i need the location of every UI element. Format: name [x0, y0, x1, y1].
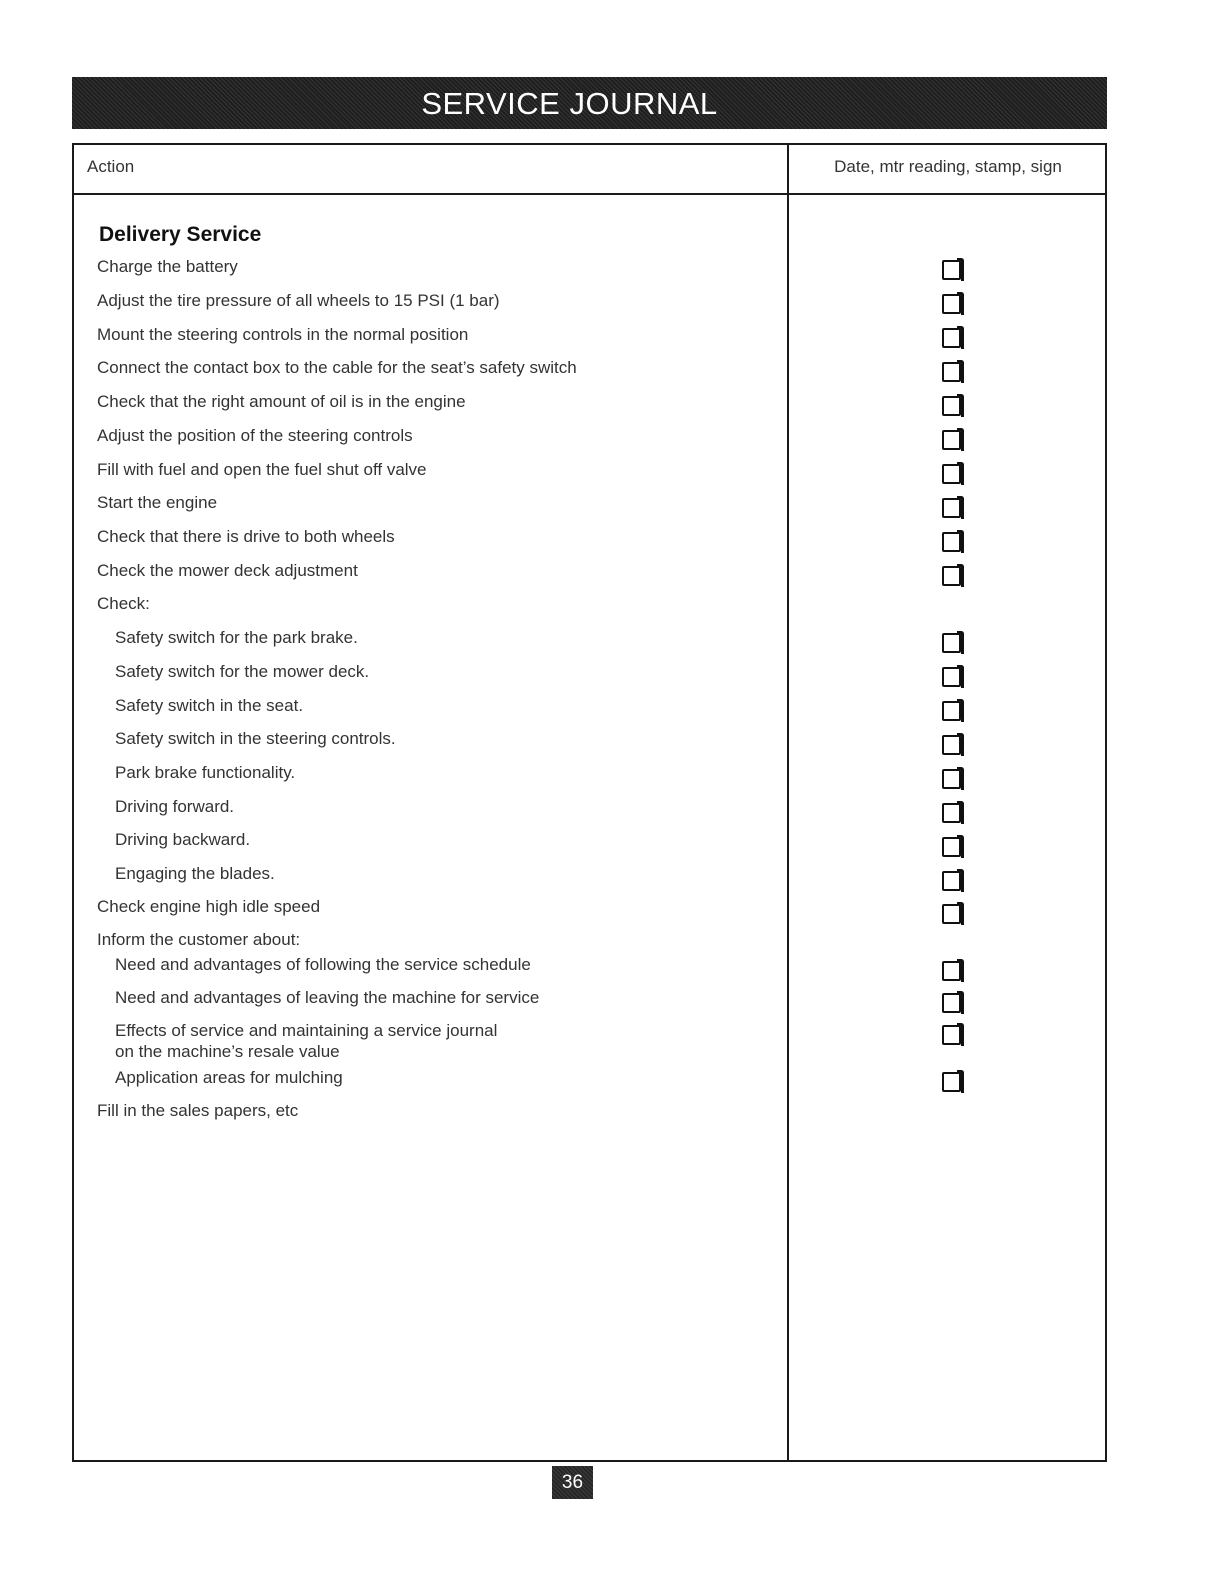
row-park-brake-switch: Safety switch for the park brake. [115, 628, 358, 647]
checkbox-leaving-machine[interactable] [942, 993, 961, 1013]
checkbox-driving-forward[interactable] [942, 803, 961, 823]
row-mount-steering: Mount the steering controls in the normal position [97, 325, 469, 344]
section-title: Delivery Service [99, 223, 262, 246]
row-engaging-blades: Engaging the blades. [115, 864, 275, 883]
row-charge-battery: Charge the battery [97, 257, 238, 276]
checkbox-service-effects[interactable] [942, 1025, 961, 1045]
checkbox-service-schedule[interactable] [942, 961, 961, 981]
row-adjust-steering: Adjust the position of the steering controls [97, 426, 413, 445]
page-title: SERVICE JOURNAL [421, 85, 718, 121]
checkbox-oil-check[interactable] [942, 396, 961, 416]
header-divider [74, 193, 1105, 195]
page-number: 36 [561, 1471, 584, 1493]
row-mower-deck: Check the mower deck adjustment [97, 561, 358, 580]
row-drive-wheels: Check that there is drive to both wheels [97, 527, 395, 546]
row-sales-papers: Fill in the sales papers, etc [97, 1101, 299, 1120]
row-oil-check: Check that the right amount of oil is in the engine [97, 392, 466, 411]
checkbox-drive-wheels[interactable] [942, 532, 961, 552]
row-tire-pressure: Adjust the tire pressure of all wheels to 15 PSI (1 bar) [97, 291, 500, 310]
checkbox-mower-deck[interactable] [942, 566, 961, 586]
column-header-date: Date, mtr reading, stamp, sign [834, 157, 1062, 176]
checkbox-mulching[interactable] [942, 1072, 961, 1092]
row-contact-box: Connect the contact box to the cable for the seat’s safety switch [97, 358, 577, 377]
row-inform-customer: Inform the customer about: [97, 930, 301, 949]
checkbox-seat-switch[interactable] [942, 701, 961, 721]
row-mulching: Application areas for mulching [115, 1068, 343, 1087]
checkbox-park-brake-switch[interactable] [942, 633, 961, 653]
row-fuel: Fill with fuel and open the fuel shut off valve [97, 460, 427, 479]
row-service-effects: Effects of service and maintaining a service journal [115, 1021, 498, 1040]
row-service-schedule: Need and advantages of following the service schedule [115, 955, 531, 974]
page-number-badge [552, 1466, 593, 1499]
checkbox-park-brake-function[interactable] [942, 769, 961, 789]
row-start-engine: Start the engine [97, 493, 218, 512]
service-journal-table [72, 143, 1107, 1462]
checkbox-fuel[interactable] [942, 464, 961, 484]
checkbox-engaging-blades[interactable] [942, 871, 961, 891]
row-park-brake-function: Park brake functionality. [115, 763, 296, 782]
checkbox-mount-steering[interactable] [942, 328, 961, 348]
checkbox-driving-backward[interactable] [942, 837, 961, 857]
checkbox-adjust-steering[interactable] [942, 430, 961, 450]
row-steering-switch: Safety switch in the steering controls. [115, 729, 396, 748]
row-resale-value: on the machine’s resale value [115, 1042, 340, 1061]
title-bar [72, 77, 1107, 129]
column-divider [787, 145, 789, 1460]
checkbox-charge-battery[interactable] [942, 260, 961, 280]
row-idle-speed: Check engine high idle speed [97, 897, 321, 916]
row-leaving-machine: Need and advantages of leaving the machine for service [115, 988, 540, 1007]
row-mower-deck-switch: Safety switch for the mower deck. [115, 662, 370, 681]
row-driving-backward: Driving backward. [115, 830, 251, 849]
column-header-action: Action [87, 157, 135, 176]
row-seat-switch: Safety switch in the seat. [115, 696, 304, 715]
row-driving-forward: Driving forward. [115, 797, 235, 816]
checkbox-idle-speed[interactable] [942, 904, 961, 924]
checkbox-tire-pressure[interactable] [942, 294, 961, 314]
checkbox-mower-deck-switch[interactable] [942, 667, 961, 687]
checkbox-contact-box[interactable] [942, 362, 961, 382]
checkbox-start-engine[interactable] [942, 498, 961, 518]
checkbox-steering-switch[interactable] [942, 735, 961, 755]
row-check-heading: Check: [97, 594, 150, 613]
